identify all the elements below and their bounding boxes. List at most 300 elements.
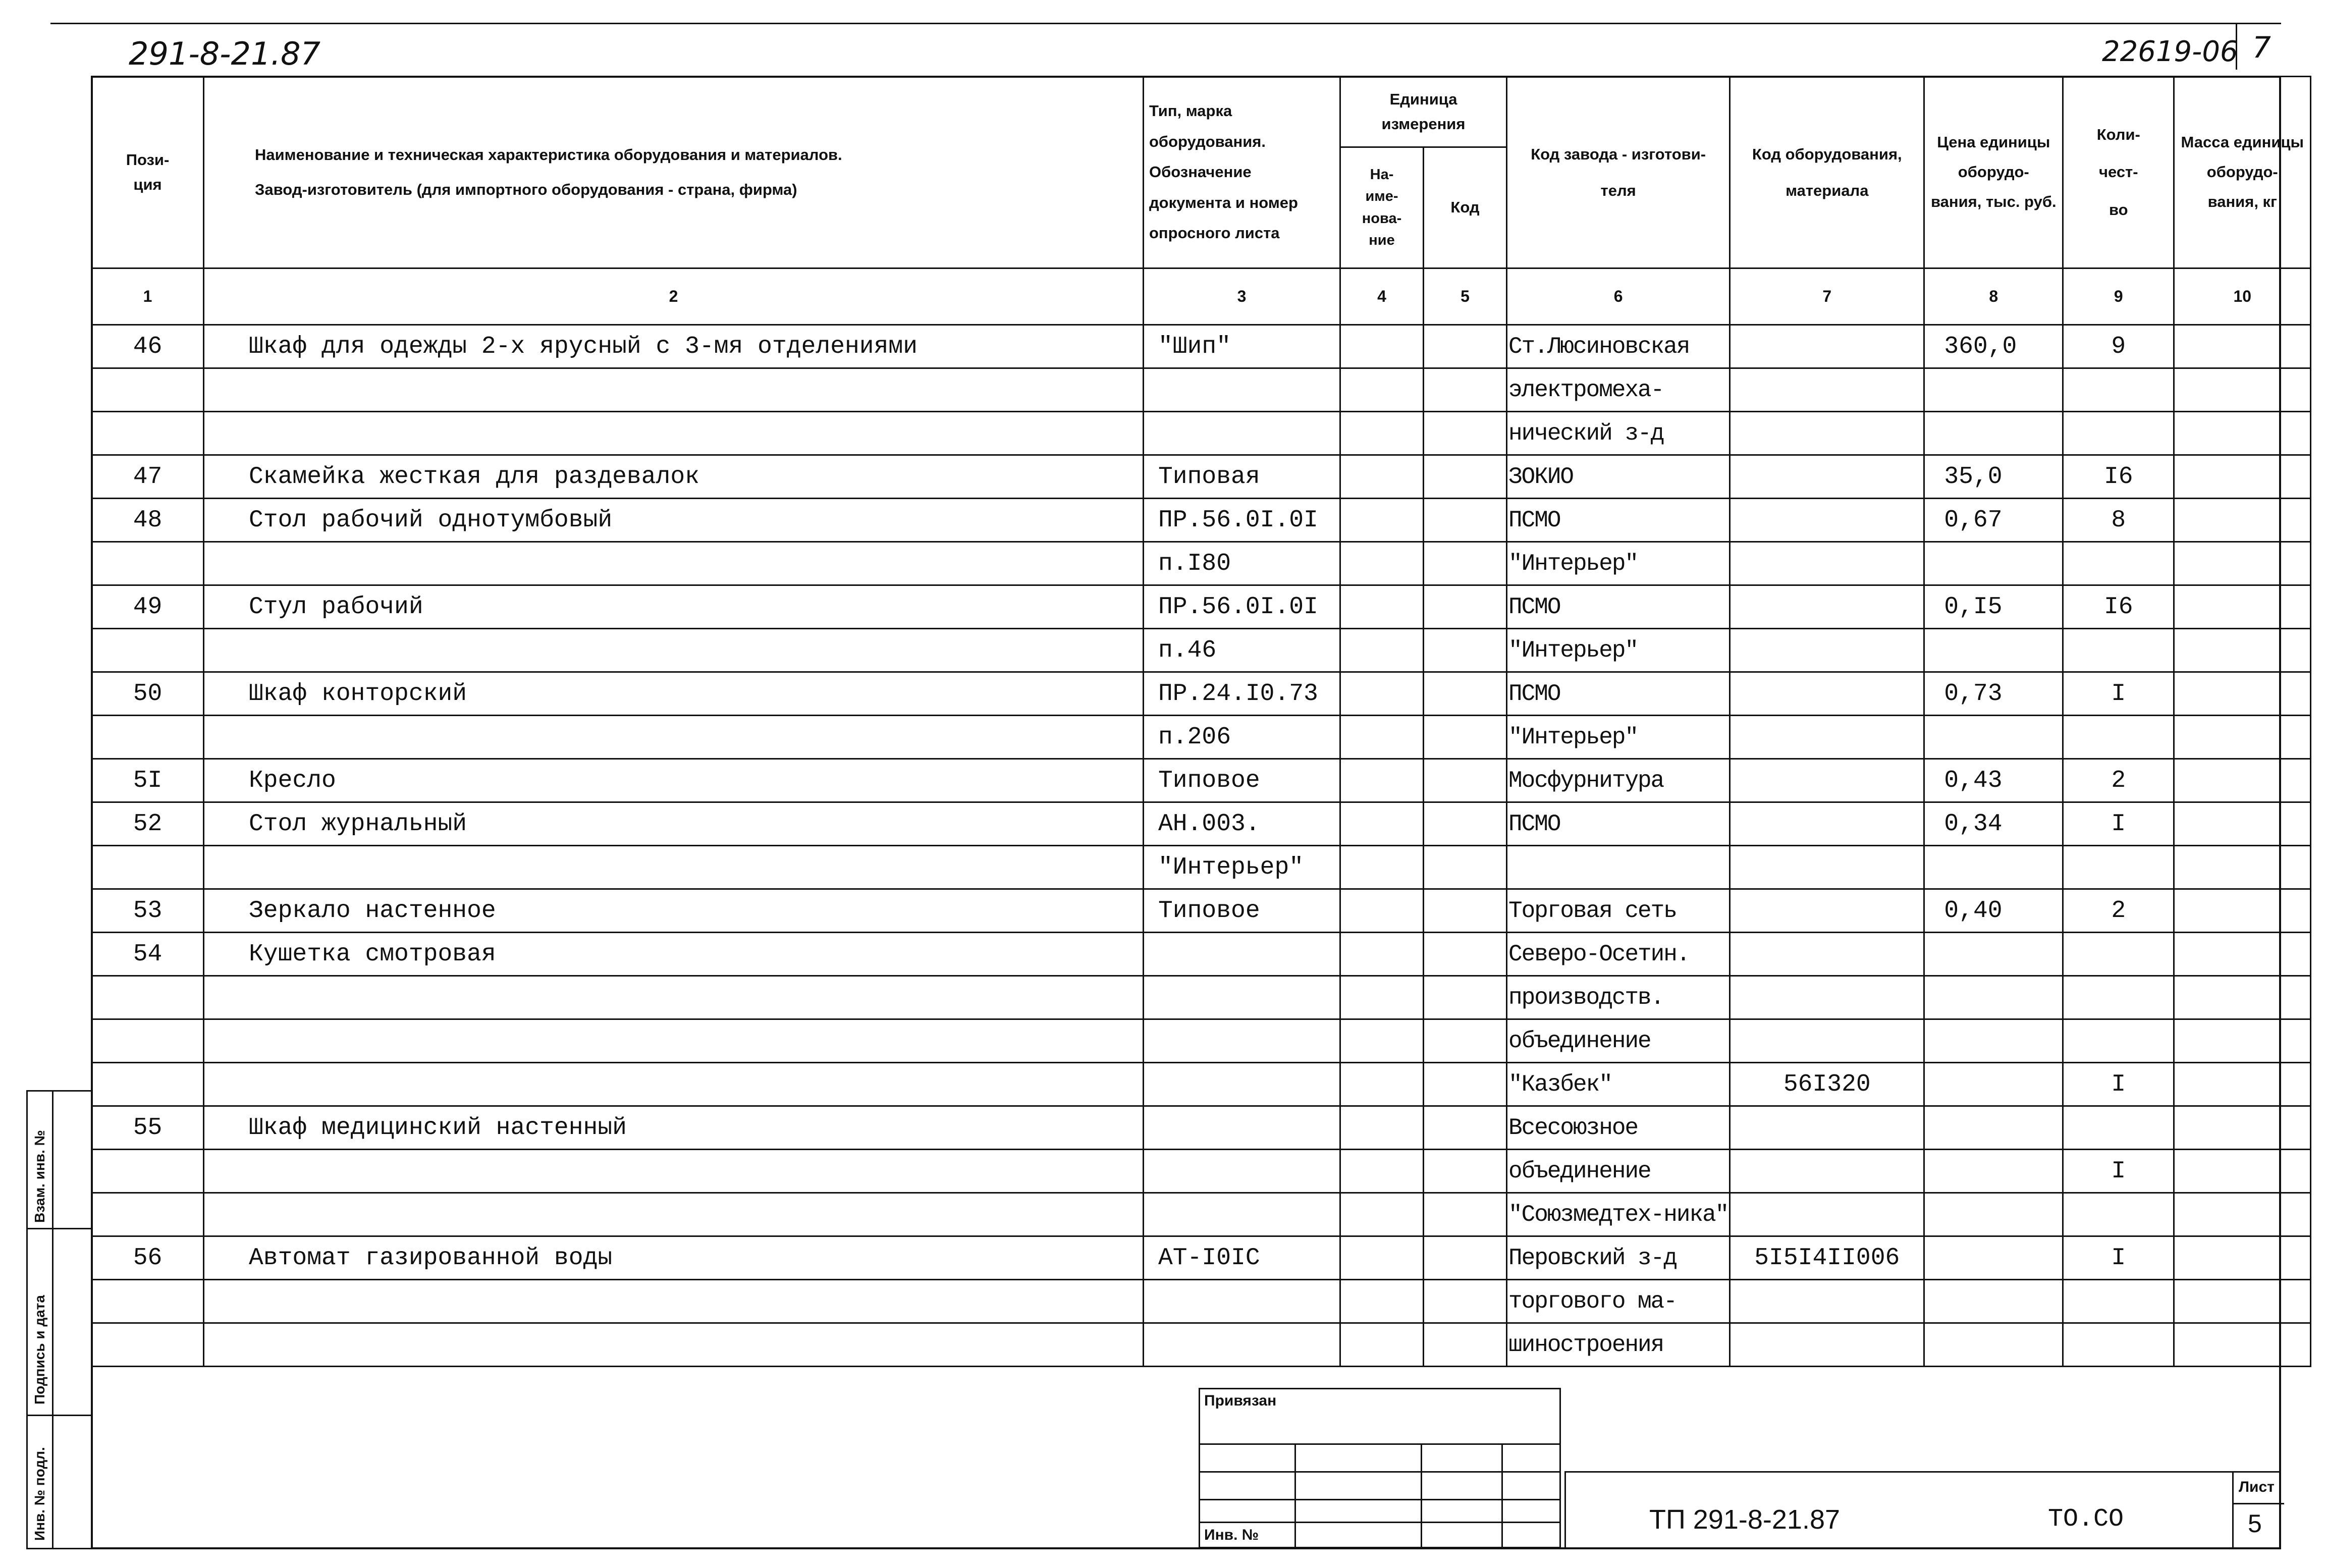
row-unit-name — [1340, 1193, 1424, 1236]
row-mass — [2174, 1236, 2311, 1280]
row-unit-code — [1424, 1063, 1507, 1106]
row-maker — [1507, 846, 1730, 889]
designation: ТП 291-8-21.87 — [1649, 1504, 1841, 1535]
row-price — [1924, 368, 2063, 412]
row-qty — [2063, 1193, 2174, 1236]
row-name — [204, 1193, 1144, 1236]
archive-number: 22619-06 — [2102, 35, 2238, 68]
table-row — [92, 368, 2311, 412]
table-row — [92, 1019, 2311, 1063]
row-mass — [2174, 1106, 2311, 1150]
side-label-sign-date: Подпись и дата — [32, 1295, 47, 1404]
header-name: Наименование и техническая характеристика оборудования и материалов. Завод-изготовитель (для импортного оборудования - страна, фирма) — [204, 77, 1144, 268]
row-name: Шкаф медицинский настенный — [204, 1106, 1144, 1150]
row-pos: 53 — [92, 889, 204, 933]
doc-number: 291-8-21.87 — [129, 35, 321, 72]
row-unit-name — [1340, 976, 1424, 1019]
header-unit-name: На- име- нова- ние — [1340, 147, 1424, 268]
row-name: Автомат газированной воды — [204, 1236, 1144, 1280]
row-maker: Ст.Люсиновская — [1507, 325, 1730, 368]
row-price — [1924, 933, 2063, 976]
row-unit-name — [1340, 672, 1424, 716]
row-equip-code — [1730, 716, 1924, 759]
row-equip-code — [1730, 412, 1924, 455]
row-type — [1144, 1019, 1340, 1063]
row-qty — [2063, 368, 2174, 412]
row-mass — [2174, 933, 2311, 976]
row-mass — [2174, 499, 2311, 542]
row-unit-name — [1340, 629, 1424, 672]
row-pos — [92, 1063, 204, 1106]
row-pos: 47 — [92, 455, 204, 499]
row-qty: 2 — [2063, 889, 2174, 933]
row-unit-name — [1340, 1236, 1424, 1280]
row-equip-code — [1730, 629, 1924, 672]
row-name: Скамейка жесткая для раздевалок — [204, 455, 1144, 499]
doc-code: ТО.СО — [2048, 1505, 2124, 1534]
row-pos: 56 — [92, 1236, 204, 1280]
row-price: 0,67 — [1924, 499, 2063, 542]
row-type — [1144, 368, 1340, 412]
row-pos — [92, 976, 204, 1019]
row-price — [1924, 1323, 2063, 1367]
row-equip-code — [1730, 672, 1924, 716]
row-mass — [2174, 976, 2311, 1019]
row-type: АН.003. — [1144, 802, 1340, 846]
row-unit-code — [1424, 672, 1507, 716]
row-name: Зеркало настенное — [204, 889, 1144, 933]
table-row — [92, 1063, 2311, 1106]
row-price: 360,0 — [1924, 325, 2063, 368]
row-pos: 5I — [92, 759, 204, 802]
row-type — [1144, 1193, 1340, 1236]
row-pos — [92, 1280, 204, 1323]
row-unit-code — [1424, 1106, 1507, 1150]
row-unit-code — [1424, 1323, 1507, 1367]
row-qty — [2063, 716, 2174, 759]
row-qty — [2063, 629, 2174, 672]
header-equip-code: Код оборудования, материала — [1730, 77, 1924, 268]
row-unit-code — [1424, 846, 1507, 889]
page-number: 7 — [2252, 30, 2271, 65]
page-number-box — [2236, 24, 2281, 70]
sheet-number: 5 — [2248, 1509, 2262, 1538]
row-mass — [2174, 716, 2311, 759]
side-label-inv-podl: Инв. № подл. — [32, 1447, 47, 1541]
table-row — [92, 1193, 2311, 1236]
row-equip-code — [1730, 542, 1924, 585]
row-maker: "Интерьер" — [1507, 716, 1730, 759]
row-mass — [2174, 542, 2311, 585]
header-price: Цена единицы оборудо- вания, тыс. руб. — [1924, 77, 2063, 268]
row-qty — [2063, 1019, 2174, 1063]
row-maker: Перовский з-д — [1507, 1236, 1730, 1280]
col-num-5: 5 — [1424, 268, 1507, 325]
row-price — [1924, 976, 2063, 1019]
row-mass — [2174, 1280, 2311, 1323]
table-row — [92, 1236, 2311, 1280]
side-label-inv-vzam: Взам. инв. № — [32, 1130, 47, 1223]
row-type: п.206 — [1144, 716, 1340, 759]
row-pos: 49 — [92, 585, 204, 629]
specification-table — [91, 76, 2311, 1372]
row-pos: 46 — [92, 325, 204, 368]
header-maker-code: Код завода - изготови- теля — [1507, 77, 1730, 268]
row-maker: объединение — [1507, 1019, 1730, 1063]
table-row — [92, 412, 2311, 455]
row-qty: I — [2063, 1150, 2174, 1193]
row-name — [204, 368, 1144, 412]
row-type — [1144, 933, 1340, 976]
row-unit-name — [1340, 846, 1424, 889]
row-unit-name — [1340, 368, 1424, 412]
row-qty — [2063, 1106, 2174, 1150]
row-qty: 8 — [2063, 499, 2174, 542]
row-qty: I6 — [2063, 455, 2174, 499]
row-unit-code — [1424, 585, 1507, 629]
row-type: "Интерьер" — [1144, 846, 1340, 889]
row-name: Стол рабочий однотумбовый — [204, 499, 1144, 542]
row-qty — [2063, 976, 2174, 1019]
row-unit-name — [1340, 455, 1424, 499]
row-unit-code — [1424, 889, 1507, 933]
row-type: АТ-I0IС — [1144, 1236, 1340, 1280]
header-type: Тип, марка оборудования. Обозначение документа и номер опросного листа — [1144, 77, 1340, 268]
row-pos — [92, 629, 204, 672]
col-num-3: 3 — [1144, 268, 1340, 325]
row-type: п.I80 — [1144, 542, 1340, 585]
row-maker: Северо-Осетин. — [1507, 933, 1730, 976]
row-pos — [92, 846, 204, 889]
row-equip-code — [1730, 759, 1924, 802]
row-name: Кушетка смотровая — [204, 933, 1144, 976]
col-num-1: 1 — [92, 268, 204, 325]
privyazan-block — [1199, 1388, 1561, 1548]
row-unit-code — [1424, 455, 1507, 499]
row-pos: 50 — [92, 672, 204, 716]
col-num-10: 10 — [2174, 268, 2311, 325]
top-rule — [50, 23, 2281, 24]
row-qty — [2063, 1323, 2174, 1367]
table-row — [92, 542, 2311, 585]
row-name — [204, 1150, 1144, 1193]
row-type — [1144, 1150, 1340, 1193]
row-unit-code — [1424, 412, 1507, 455]
header-qty: Коли- чест- во — [2063, 77, 2174, 268]
row-unit-name — [1340, 1019, 1424, 1063]
row-unit-code — [1424, 629, 1507, 672]
row-mass — [2174, 412, 2311, 455]
row-equip-code — [1730, 1019, 1924, 1063]
row-price: 0,43 — [1924, 759, 2063, 802]
row-unit-name — [1340, 325, 1424, 368]
row-price — [1924, 846, 2063, 889]
row-qty: I — [2063, 1236, 2174, 1280]
row-maker: ПСМО — [1507, 672, 1730, 716]
side-strip — [26, 1090, 91, 1549]
row-name: Стол журнальный — [204, 802, 1144, 846]
row-qty — [2063, 846, 2174, 889]
table-row — [92, 1106, 2311, 1150]
table-row — [92, 672, 2311, 716]
row-name: Шкаф для одежды 2-х ярусный с 3-мя отделениями — [204, 325, 1144, 368]
row-type: Типовое — [1144, 759, 1340, 802]
row-type — [1144, 1106, 1340, 1150]
row-type — [1144, 1323, 1340, 1367]
row-qty — [2063, 542, 2174, 585]
table-row — [92, 325, 2311, 368]
row-price — [1924, 1063, 2063, 1106]
row-equip-code — [1730, 889, 1924, 933]
row-name — [204, 1280, 1144, 1323]
row-maker: "Казбек" — [1507, 1063, 1730, 1106]
row-price: 0,I5 — [1924, 585, 2063, 629]
row-unit-name — [1340, 542, 1424, 585]
row-mass — [2174, 1019, 2311, 1063]
row-unit-name — [1340, 802, 1424, 846]
row-qty: 9 — [2063, 325, 2174, 368]
row-pos — [92, 1150, 204, 1193]
row-price — [1924, 1193, 2063, 1236]
row-unit-name — [1340, 759, 1424, 802]
table-row — [92, 1323, 2311, 1367]
title-strip — [1564, 1471, 2281, 1549]
row-mass — [2174, 325, 2311, 368]
row-mass — [2174, 585, 2311, 629]
row-unit-code — [1424, 802, 1507, 846]
table-row — [92, 1150, 2311, 1193]
row-type: ПР.24.I0.73 — [1144, 672, 1340, 716]
row-pos — [92, 1019, 204, 1063]
row-type: "Шип" — [1144, 325, 1340, 368]
row-equip-code — [1730, 846, 1924, 889]
row-equip-code: 56I320 — [1730, 1063, 1924, 1106]
row-unit-code — [1424, 1193, 1507, 1236]
row-unit-name — [1340, 1150, 1424, 1193]
table-row — [92, 499, 2311, 542]
row-mass — [2174, 672, 2311, 716]
col-num-6: 6 — [1507, 268, 1730, 325]
row-mass — [2174, 455, 2311, 499]
row-unit-code — [1424, 759, 1507, 802]
row-maker: электромеха- — [1507, 368, 1730, 412]
row-unit-code — [1424, 1019, 1507, 1063]
table-row — [92, 933, 2311, 976]
row-unit-code — [1424, 1280, 1507, 1323]
header-unit-group: Единица измерения — [1340, 77, 1507, 147]
row-pos — [92, 1323, 204, 1367]
row-maker: объединение — [1507, 1150, 1730, 1193]
specification-rows — [92, 325, 2311, 1372]
row-pos — [92, 716, 204, 759]
header-unit-code: Код — [1424, 147, 1507, 268]
table-row — [92, 629, 2311, 672]
inv-no-label: Инв. № — [1200, 1523, 1295, 1548]
row-price — [1924, 1106, 2063, 1150]
row-mass — [2174, 759, 2311, 802]
table-row — [92, 716, 2311, 759]
row-type: Типовая — [1144, 455, 1340, 499]
row-maker: Всесоюзное — [1507, 1106, 1730, 1150]
row-unit-name — [1340, 1323, 1424, 1367]
table-blank-area — [92, 1367, 2311, 1372]
row-pos: 55 — [92, 1106, 204, 1150]
row-unit-code — [1424, 976, 1507, 1019]
row-unit-name — [1340, 412, 1424, 455]
row-equip-code — [1730, 325, 1924, 368]
row-price — [1924, 1236, 2063, 1280]
row-equip-code — [1730, 1280, 1924, 1323]
row-unit-code — [1424, 325, 1507, 368]
row-mass — [2174, 629, 2311, 672]
row-unit-code — [1424, 1150, 1507, 1193]
row-equip-code — [1730, 1106, 1924, 1150]
table-row — [92, 889, 2311, 933]
row-unit-name — [1340, 1280, 1424, 1323]
row-price — [1924, 412, 2063, 455]
row-maker: "Интерьер" — [1507, 542, 1730, 585]
row-maker: ПСМО — [1507, 499, 1730, 542]
row-mass — [2174, 1323, 2311, 1367]
row-equip-code — [1730, 499, 1924, 542]
row-equip-code: 5I5I4II006 — [1730, 1236, 1924, 1280]
row-name: Шкаф конторский — [204, 672, 1144, 716]
row-unit-name — [1340, 1063, 1424, 1106]
row-equip-code — [1730, 976, 1924, 1019]
row-qty: I — [2063, 802, 2174, 846]
row-pos — [92, 1193, 204, 1236]
table-row — [92, 455, 2311, 499]
row-qty: 2 — [2063, 759, 2174, 802]
row-maker: торгового ма- — [1507, 1280, 1730, 1323]
row-type: ПР.56.0I.0I — [1144, 499, 1340, 542]
row-unit-name — [1340, 933, 1424, 976]
col-num-8: 8 — [1924, 268, 2063, 325]
col-num-2: 2 — [204, 268, 1144, 325]
row-mass — [2174, 802, 2311, 846]
row-name — [204, 1323, 1144, 1367]
table-row — [92, 585, 2311, 629]
row-equip-code — [1730, 1193, 1924, 1236]
row-type: ПР.56.0I.0I — [1144, 585, 1340, 629]
row-name: Стул рабочий — [204, 585, 1144, 629]
row-pos: 54 — [92, 933, 204, 976]
row-maker: Торговая сеть — [1507, 889, 1730, 933]
row-qty — [2063, 412, 2174, 455]
row-price: 0,34 — [1924, 802, 2063, 846]
row-name — [204, 716, 1144, 759]
row-mass — [2174, 846, 2311, 889]
row-price — [1924, 1019, 2063, 1063]
row-name — [204, 542, 1144, 585]
row-name — [204, 412, 1144, 455]
row-maker: ПСМО — [1507, 585, 1730, 629]
row-price — [1924, 1150, 2063, 1193]
sheet-label: Лист — [2239, 1479, 2275, 1495]
row-price: 0,73 — [1924, 672, 2063, 716]
table-row — [92, 802, 2311, 846]
row-maker: ЗОКИО — [1507, 455, 1730, 499]
row-mass — [2174, 889, 2311, 933]
header-mass: Масса единицы оборудо- вания, кг — [2174, 77, 2311, 268]
row-unit-code — [1424, 499, 1507, 542]
row-unit-name — [1340, 585, 1424, 629]
table-row — [92, 846, 2311, 889]
row-price: 35,0 — [1924, 455, 2063, 499]
row-name — [204, 1063, 1144, 1106]
row-type — [1144, 976, 1340, 1019]
row-unit-name — [1340, 889, 1424, 933]
row-unit-code — [1424, 716, 1507, 759]
row-mass — [2174, 1150, 2311, 1193]
row-type: Типовое — [1144, 889, 1340, 933]
row-equip-code — [1730, 802, 1924, 846]
row-equip-code — [1730, 585, 1924, 629]
row-price — [1924, 629, 2063, 672]
col-num-9: 9 — [2063, 268, 2174, 325]
row-unit-code — [1424, 542, 1507, 585]
row-unit-name — [1340, 499, 1424, 542]
row-name — [204, 629, 1144, 672]
row-price — [1924, 1280, 2063, 1323]
row-name — [204, 976, 1144, 1019]
row-equip-code — [1730, 368, 1924, 412]
table-row — [92, 759, 2311, 802]
row-equip-code — [1730, 455, 1924, 499]
row-price: 0,40 — [1924, 889, 2063, 933]
col-num-7: 7 — [1730, 268, 1924, 325]
row-pos — [92, 542, 204, 585]
row-price — [1924, 716, 2063, 759]
row-unit-code — [1424, 933, 1507, 976]
row-name — [204, 1019, 1144, 1063]
row-qty — [2063, 933, 2174, 976]
row-equip-code — [1730, 1323, 1924, 1367]
row-maker: ПСМО — [1507, 802, 1730, 846]
row-qty: I6 — [2063, 585, 2174, 629]
row-name — [204, 846, 1144, 889]
row-name: Кресло — [204, 759, 1144, 802]
row-qty: I — [2063, 672, 2174, 716]
privyazan-label: Привязан — [1200, 1389, 1560, 1444]
row-pos — [92, 412, 204, 455]
header-pos: Пози- ция — [92, 77, 204, 268]
row-unit-code — [1424, 1236, 1507, 1280]
row-maker: Мосфурнитура — [1507, 759, 1730, 802]
row-pos: 48 — [92, 499, 204, 542]
row-type — [1144, 412, 1340, 455]
row-maker: нический з-д — [1507, 412, 1730, 455]
row-pos: 52 — [92, 802, 204, 846]
row-equip-code — [1730, 933, 1924, 976]
row-qty: I — [2063, 1063, 2174, 1106]
table-row — [92, 976, 2311, 1019]
row-mass — [2174, 1063, 2311, 1106]
row-type — [1144, 1063, 1340, 1106]
col-num-4: 4 — [1340, 268, 1424, 325]
row-unit-name — [1340, 716, 1424, 759]
row-maker: "Интерьер" — [1507, 629, 1730, 672]
row-unit-code — [1424, 368, 1507, 412]
row-pos — [92, 368, 204, 412]
row-equip-code — [1730, 1150, 1924, 1193]
row-mass — [2174, 368, 2311, 412]
row-price — [1924, 542, 2063, 585]
row-unit-name — [1340, 1106, 1424, 1150]
row-maker: производств. — [1507, 976, 1730, 1019]
row-qty — [2063, 1280, 2174, 1323]
row-type — [1144, 1280, 1340, 1323]
